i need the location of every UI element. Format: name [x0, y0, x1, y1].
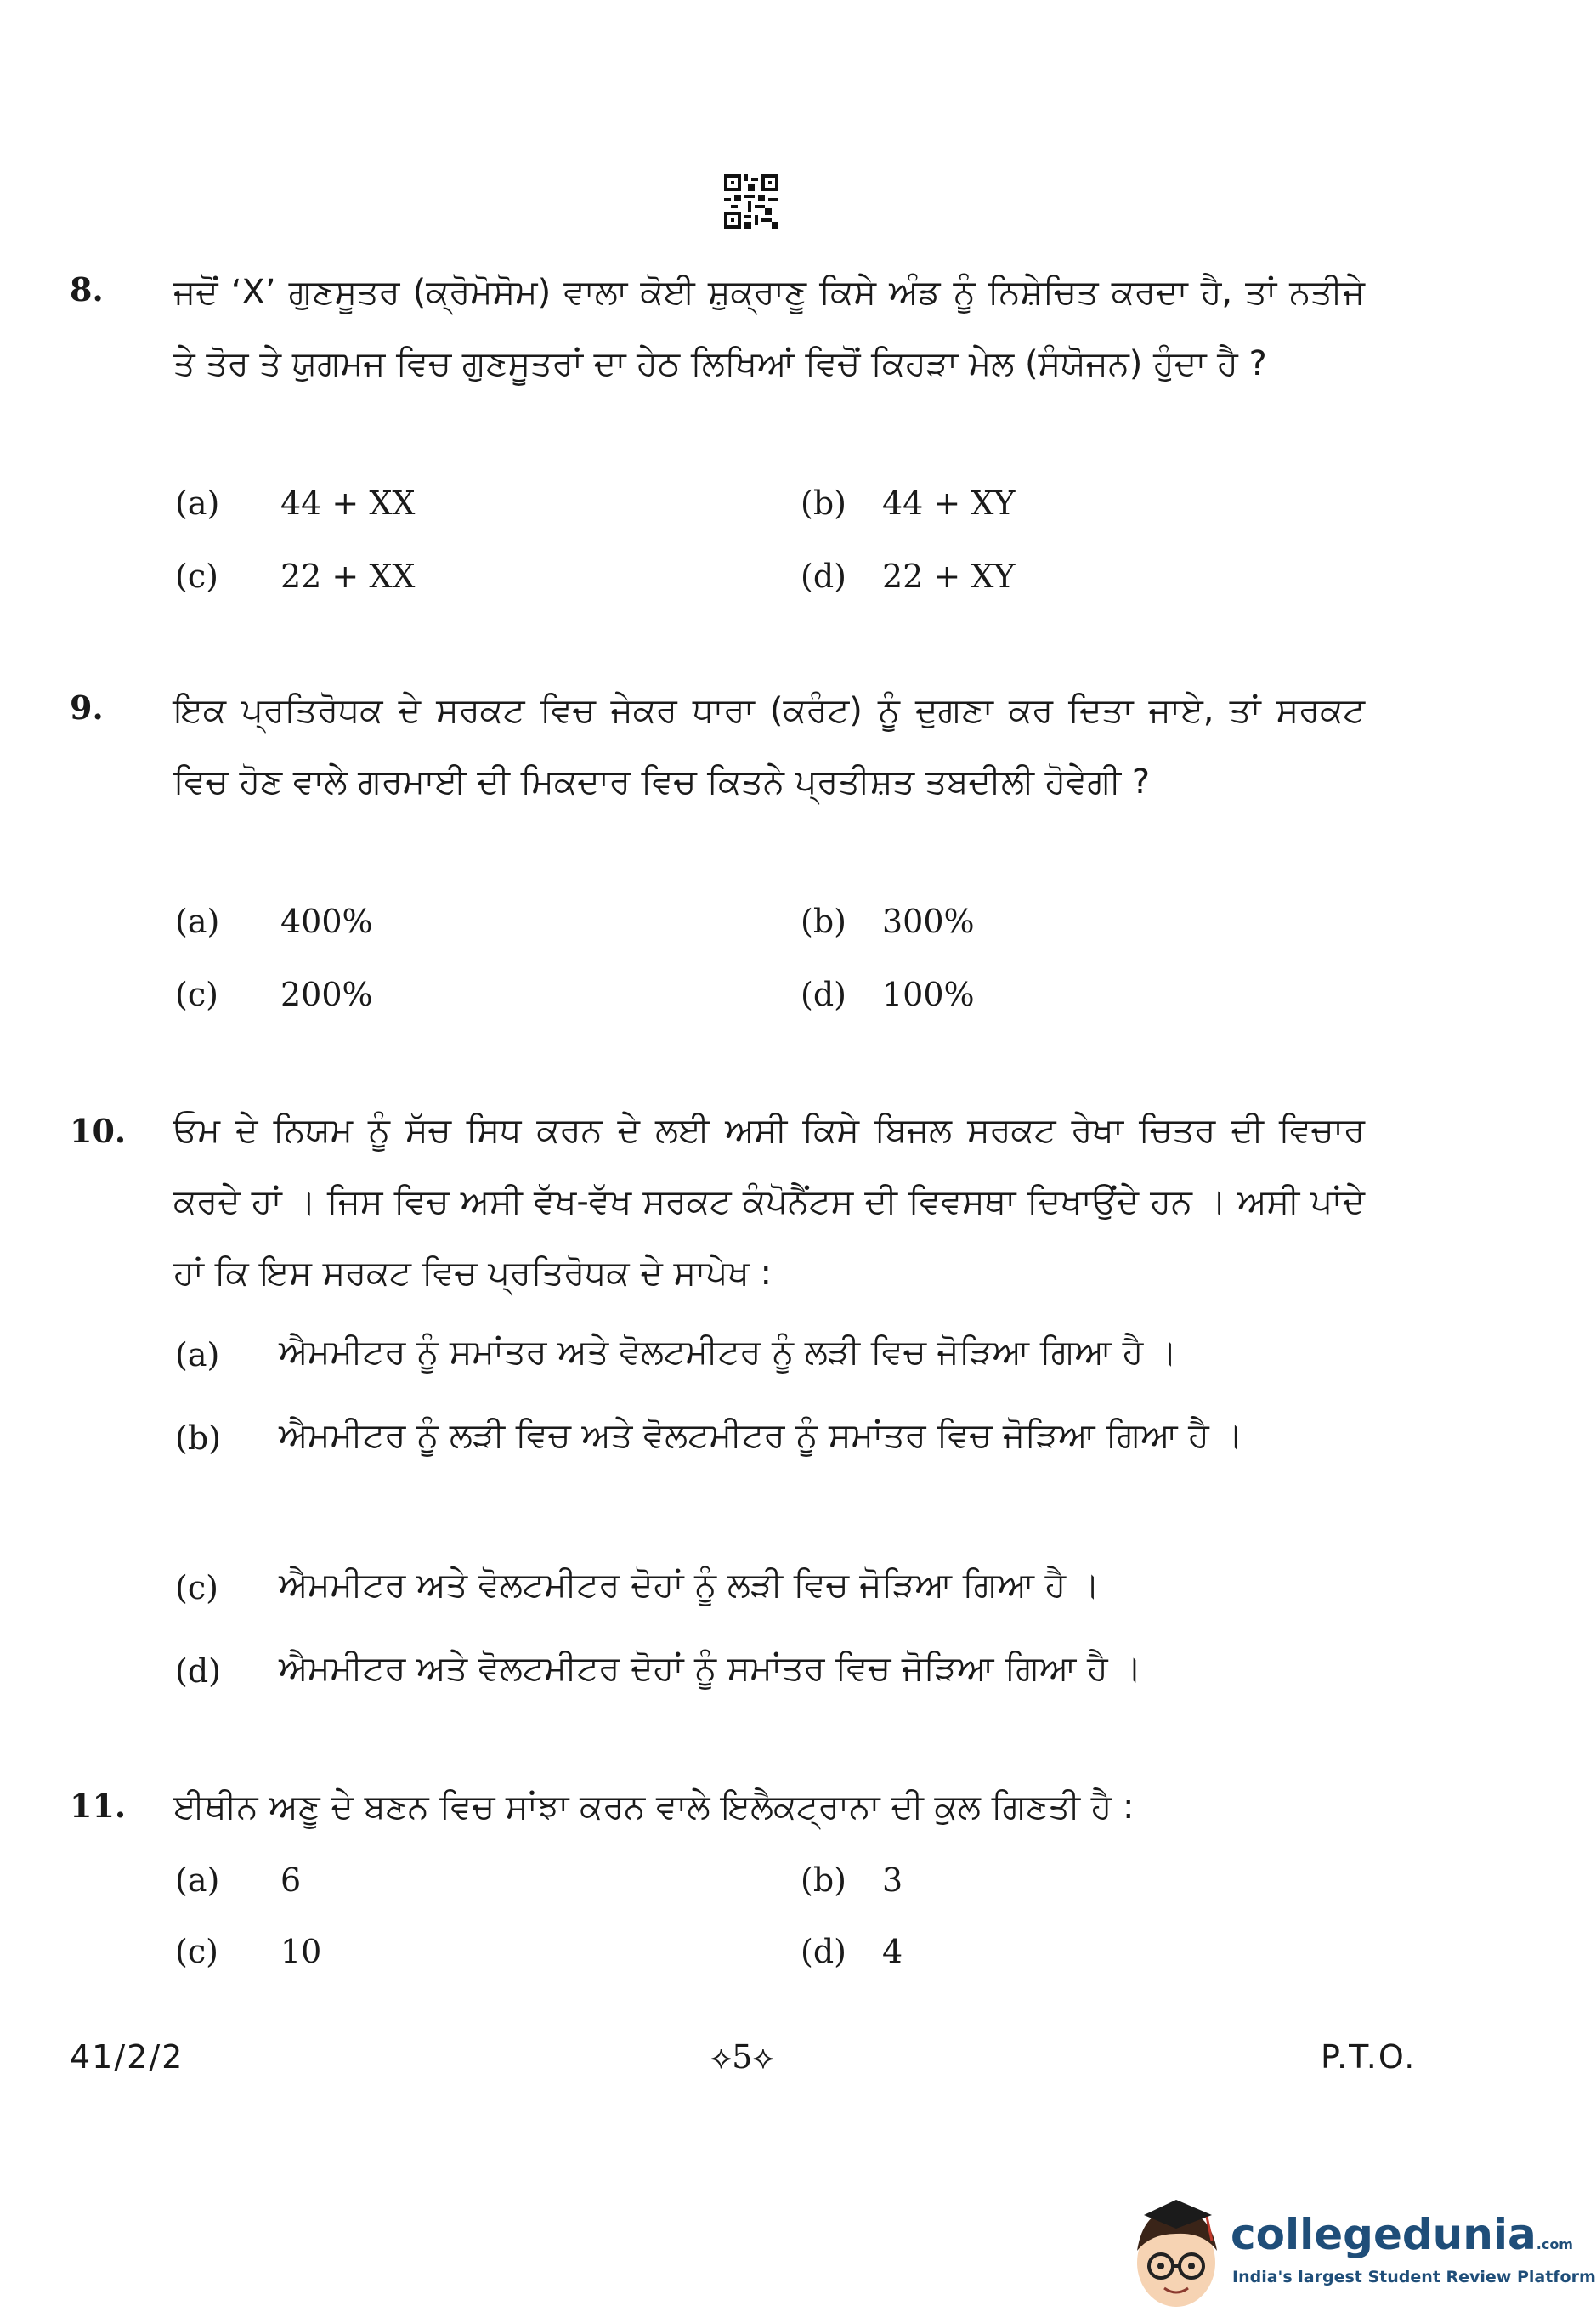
q10-option-a-label: (a)	[175, 1336, 220, 1374]
q11-option-c-text: 10	[280, 1933, 322, 1970]
q9-option-d-text: 100%	[882, 976, 975, 1013]
q10-option-d-text: ਐਮਮੀਟਰ ਅਤੇ ਵੋਲਟਮੀਟਰ ਦੋਹਾਂ ਨੂੰ ਸਮਾਂਤਰ ਵਿਚ ਜੋੜਿਆ ਗਿਆ ਹੈ ।	[279, 1649, 1142, 1688]
q8-option-c-text: 22 + XX	[280, 558, 416, 595]
question-11-text: ਈਥੀਨ ਅਣੂ ਦੇ ਬਣਨ ਵਿਚ ਸਾਂਝਾ ਕਰਨ ਵਾਲੇ ਇਲੈਕਟ੍ਰਾਨਾ ਦੀ ਕੁਲ ਗਿਣਤੀ ਹੈ :	[173, 1787, 1135, 1827]
q9-option-a-text: 400%	[280, 903, 373, 940]
q11-option-a-label: (a)	[175, 1861, 220, 1899]
q8-option-d-text: 22 + XY	[882, 558, 1016, 595]
q9-option-c-label: (c)	[175, 976, 218, 1013]
logo-tagline: India's largest Student Review Platform	[1232, 2268, 1596, 2286]
pto-label: P.T.O.	[1321, 2038, 1417, 2076]
q10-option-b-text: ਐਮਮੀਟਰ ਨੂੰ ਲੜੀ ਵਿਚ ਅਤੇ ਵੋਲਟਮੀਟਰ ਨੂੰ ਸਮਾਂਤਰ ਵਿਚ ਜੋੜਿਆ ਗਿਆ ਹੈ ।	[279, 1416, 1243, 1455]
q10-option-c-text: ਐਮਮੀਟਰ ਅਤੇ ਵੋਲਟਮੀਟਰ ਦੋਹਾਂ ਨੂੰ ਲੜੀ ਵਿਚ ਜੋੜਿਆ ਗਿਆ ਹੈ ।	[279, 1566, 1100, 1605]
paper-code: 41/2/2	[70, 2038, 184, 2076]
q8-option-a-label: (a)	[175, 484, 220, 522]
page-number	[710, 2038, 773, 2076]
q10-option-d-label: (d)	[175, 1652, 221, 1690]
q8-option-c-label: (c)	[175, 558, 218, 595]
q9-option-a-label: (a)	[175, 903, 220, 940]
q11-option-d-label: (d)	[801, 1933, 846, 1970]
q10-option-a-text: ਐਮਮੀਟਰ ਨੂੰ ਸਮਾਂਤਰ ਅਤੇ ਵੋਲਟਮੀਟਰ ਨੂੰ ਲੜੀ ਵਿਚ ਜੋੜਿਆ ਗਿਆ ਹੈ ।	[279, 1333, 1177, 1372]
question-11-number: 11.	[70, 1787, 127, 1825]
q10-option-b-label: (b)	[175, 1419, 221, 1457]
q11-option-d-text: 4	[882, 1933, 903, 1970]
q8-option-b-text: 44 + XY	[882, 484, 1016, 522]
question-10-number: 10.	[70, 1112, 127, 1150]
mascot-icon	[1127, 2191, 1227, 2314]
question-10-text: ਓਮ ਦੇ ਨਿਯਮ ਨੂੰ ਸੱਚ ਸਿਧ ਕਰਨ ਦੇ ਲਈ ਅਸੀ ਕਿਸੇ ਬਿਜਲ ਸਰਕਟ ਰੇਖਾ ਚਿਤਰ ਦੀ ਵਿਚਾਰ ਕਰਦੇ ਹਾਂ । ਜਿਸ ਵਿਚ ਅਸੀ ਵੱਖ-ਵੱਖ ਸਰਕਟ ਕੰਪੋਨੈਂਟਸ ਦੀ ਵਿਵਸਥਾ ਦਿਖਾਉਂਦੇ ਹਨ । ਅਸੀ ਪਾਂਦੇ ਹਾਂ ਕਿ ਇਸ ਸਰਕਟ ਵਿਚ ਪ੍ਰਤਿਰੋਧਕ ਦੇ ਸਾਪੇਖ :	[173, 1111, 1365, 1293]
q9-option-d-label: (d)	[801, 976, 846, 1013]
qr-code	[724, 174, 778, 229]
question-9-text: ਇਕ ਪ੍ਰਤਿਰੋਧਕ ਦੇ ਸਰਕਟ ਵਿਚ ਜੇਕਰ ਧਾਰਾ (ਕਰੰਟ) ਨੂੰ ਦੁਗਣਾ ਕਰ ਦਿਤਾ ਜਾਏ, ਤਾਂ ਸਰਕਟ ਵਿਚ ਹੋਣ ਵਾਲੇ ਗਰਮਾਈ ਦੀ ਮਿਕਦਾਰ ਵਿਚ ਕਿਤਨੇ ਪ੍ਰਤੀਸ਼ਤ ਤਬਦੀਲੀ ਹੋਵੇਗੀ ?	[173, 691, 1365, 802]
q11-option-b-label: (b)	[801, 1861, 846, 1899]
page-number-value: 5	[732, 2038, 753, 2076]
question-8-text: ਜਦੋਂ ‘X’ ਗੁਣਸੂਤਰ (ਕ੍ਰੋਮੋਸੋਮ) ਵਾਲਾ ਕੋਈ ਸ਼ੁਕ੍ਰਾਣੂ ਕਿਸੇ ਅੰਡ ਨੂੰ ਨਿਸ਼ੇਚਿਤ ਕਰਦਾ ਹੈ, ਤਾਂ ਨਤੀਜੇ ਤੇ ਤੋਰ ਤੇ ਯੁਗਮਜ ਵਿਚ ਗੁਣਸੂਤਰਾਂ ਦਾ ਹੇਠ ਲਿਖਿਆਂ ਵਿਚੋਂ ਕਿਹੜਾ ਮੇਲ (ਸੰਯੋਜਨ) ਹੁੰਦਾ ਹੈ ?	[173, 273, 1365, 383]
q8-option-b-label: (b)	[801, 484, 846, 522]
ornament-left-icon: ⟡	[710, 2038, 733, 2076]
question-9-number: 9.	[70, 688, 104, 727]
collegedunia-logo	[1127, 2186, 1596, 2314]
q8-option-a-text: 44 + XX	[280, 484, 416, 522]
q9-option-c-text: 200%	[280, 976, 373, 1013]
q11-option-a-text: 6	[280, 1861, 302, 1899]
ornament-right-icon: ⟡	[752, 2038, 774, 2076]
q11-option-c-label: (c)	[175, 1933, 218, 1970]
q11-option-b-text: 3	[882, 1861, 903, 1899]
q9-option-b-text: 300%	[882, 903, 975, 940]
logo-brand: collegedunia	[1231, 2210, 1537, 2259]
question-8-number: 8.	[70, 270, 104, 309]
q10-option-c-label: (c)	[175, 1569, 218, 1606]
logo-suffix: .com	[1536, 2236, 1573, 2252]
q8-option-d-label: (d)	[801, 558, 846, 595]
q9-option-b-label: (b)	[801, 903, 846, 940]
